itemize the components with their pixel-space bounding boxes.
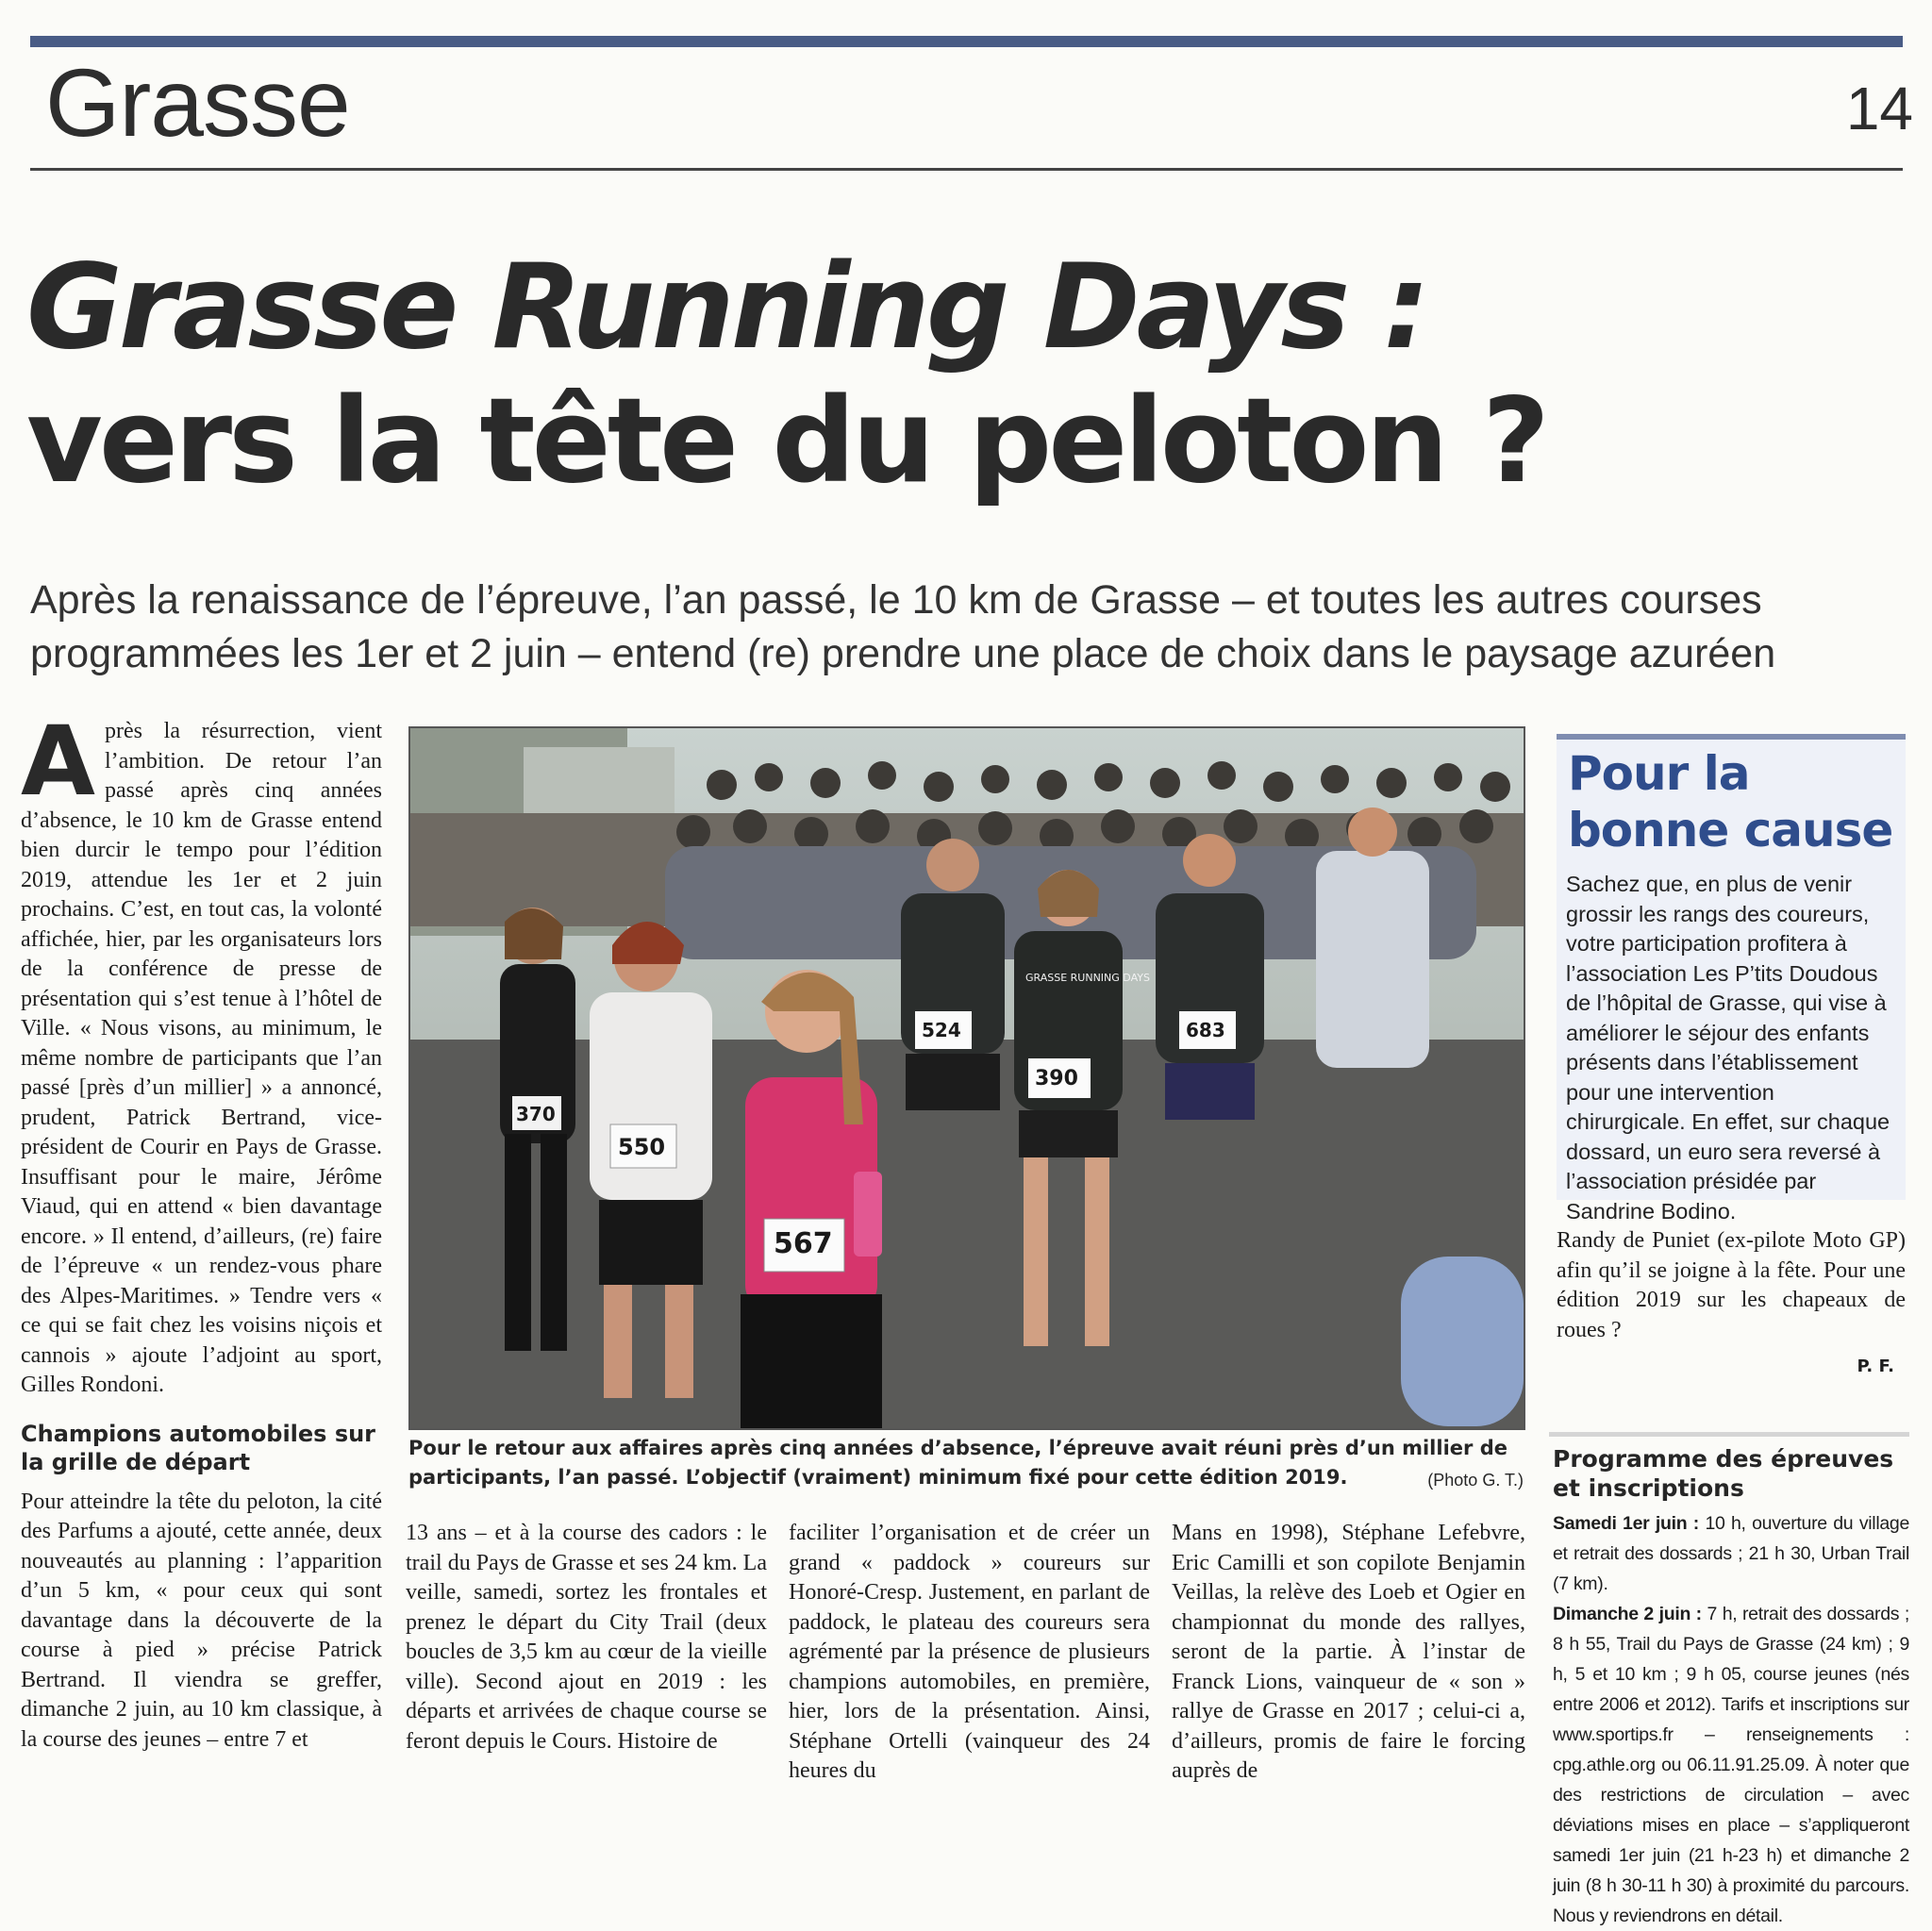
article-paragraph: 13 ans – et à la course des cadors : le trail du Pays de Grasse et ses 24 km. La veille, samedi, sortez les frontales et prenez le départ du City Trail (deux boucles de 3,5 km au cœur de la vieille ville). Second ajout en 2019 : les départs et arrivées de chaque course se feront depuis le Cours. Histoire de — [406, 1521, 767, 1754]
author-initials: P. F. — [1857, 1357, 1894, 1376]
page-number: 14 — [1845, 75, 1913, 142]
article-continuation — [1557, 1226, 1906, 1345]
sidebar-line: pour une intervention — [1566, 1079, 1774, 1105]
programme-body — [1553, 1508, 1909, 1931]
sidebar-line: l’association présidée par — [1566, 1169, 1817, 1193]
standfirst-line-2: programmées les 1er et 2 juin – entend (re) prendre une place de choix dans le paysage azuréen — [30, 631, 1776, 676]
race-photo — [408, 726, 1525, 1430]
article-paragraph: faciliter l’organisation et de créer un grand « paddock » coureurs sur Honoré-Cresp. Justement, en parlant de paddock, le plateau des coureurs sera agrémenté par la présence de plusieurs champions automobiles, en première, hier, lors de la présentation. Ainsi, Stéphane Ortelli (vainqueur des 24 heures du — [789, 1521, 1150, 1783]
article-paragraph: près la résurrection, vient l’ambition. De retour l’an passé après cinq années d’absence, le 10 km de Grasse entend bien durcir le tempo pour l’édition 2019, attendue les 1er et 2 juin prochains. C’est, en tout cas, la volonté affichée, hier, par les organisateurs lors de la conférence de presse de présentation qui s’est tenue à l’hôtel de Ville. « Nous visons, au minimum, le même nombre de participants que l’an passé [près d’un millier] » a annoncé, prudent, Patrick Bertrand, vice-président de Courir en Pays de Grasse. Insuffisant pour le maire, Jérôme Viaud, qui en attend « bien davantage encore. » Il entend, d’ailleurs, (re) faire de l’épreuve « un rendez-vous phare des Alpes-Maritimes. » Tendre vers « ce qui se fait chez les voisins niçois et cannois » ajoute l’adjoint au sport, Gilles Rondoni. — [21, 719, 382, 1397]
programme-box — [1549, 1432, 1909, 1931]
sidebar-line: chirurgicale. En effet, sur chaque — [1566, 1109, 1890, 1134]
programme-rule — [1549, 1432, 1909, 1437]
bib-number: 683 — [1186, 1019, 1225, 1041]
standfirst-line-1: Après la renaissance de l’épreuve, l’an passé, le 10 km de Grasse – et toutes les autres courses — [30, 577, 1762, 623]
drop-cap: A — [21, 706, 95, 818]
sidebar-line: de l’hôpital de Grasse, qui vise à — [1566, 990, 1887, 1015]
bib-number: 390 — [1035, 1067, 1078, 1090]
header-rule — [30, 168, 1903, 171]
bib-number: 550 — [618, 1134, 666, 1160]
masthead-bar — [30, 36, 1903, 47]
photo-caption — [408, 1434, 1524, 1495]
bib-number: 370 — [516, 1103, 556, 1125]
article-column-1 — [21, 706, 382, 1755]
article-paragraph: Randy de Puniet (ex-pilote Moto GP) afin qu’il se joigne à la fête. Pour une édition 2019 sur les chapeaux de roues ? — [1557, 1228, 1906, 1342]
sidebar-line: dossard, un euro sera reversé à — [1566, 1139, 1881, 1164]
sidebar-title — [1568, 745, 1892, 858]
sidebar-box — [1557, 740, 1906, 1224]
sidebar-line: votre participation profitera à — [1566, 931, 1847, 956]
article-paragraph: Mans en 1998), Stéphane Lefebvre, Eric Camilli et son copilote Benjamin Veillas, la relève des Loeb et Ogier en championnat du monde des rallyes, seront de la partie. À l’instar de Franck Lions, vainqueur de « son » rallye de Grasse en 2017 ; celui-ci a, d’ailleurs, promis de faire le forcing auprès de — [1172, 1521, 1525, 1783]
programme-day-label: Samedi 1er juin : — [1553, 1513, 1699, 1534]
sidebar-title-line-1: Pour la — [1568, 746, 1750, 801]
photo-credit: (Photo G. T.) — [1427, 1471, 1524, 1490]
sidebar-line: présents dans l’établissement — [1566, 1050, 1858, 1074]
subheading: Champions automobiles sur la grille de départ — [21, 1420, 376, 1475]
section-title: Grasse — [45, 49, 350, 157]
sidebar-line: améliorer le séjour des enfants — [1566, 1020, 1870, 1045]
programme-title: Programme des épreuves et inscriptions — [1553, 1445, 1894, 1502]
article-column-2 — [406, 1519, 767, 1756]
standfirst — [30, 574, 1907, 681]
sidebar-line: grossir les rangs des coureurs, — [1566, 901, 1870, 926]
headline-line-1: Grasse Running Days : — [26, 240, 1426, 375]
programme-day-text: 10 h, ouverture du village et retrait des dossards ; 21 h 30, Urban Trail (7 km). — [1553, 1513, 1909, 1594]
sidebar-title-line-2: bonne cause — [1568, 803, 1893, 857]
caption-text: Pour le retour aux affaires après cinq années d’absence, l’épreuve avait réuni près d’un millier de participants, l’an passé. L’objectif (vraiment) minimum fixé pour cette édition 2019. — [408, 1437, 1507, 1489]
sidebar-line: l’association Les P’tits Doudous — [1566, 960, 1878, 986]
headline — [26, 241, 1904, 508]
bib-number: 524 — [922, 1019, 961, 1041]
sidebar-line: Sandrine Bodino. — [1566, 1198, 1737, 1224]
sidebar-body — [1566, 870, 1901, 1226]
programme-day-text: 7 h, retrait des dossards ; 8 h 55, Trail du Pays de Grasse (24 km) ; 9 h, 5 et 10 km ; 9 h 05, course jeunes (nés entre 2006 et 2012). Tarifs et inscriptions sur www.sportips.fr – renseignements : cpg.athle.org ou 06.11.91.25.09. À noter que des restrictions de circulation – avec déviations mises en place – s’appliqueront samedi 1er juin (21 h-23 h) et dimanche 2 juin (8 h 30-11 h 30) à proximité du parcours. Nous y reviendrons en détail. — [1553, 1604, 1909, 1926]
race-photo-illustration — [410, 728, 1524, 1428]
headline-line-2: vers la tête du peloton ? — [26, 374, 1546, 509]
article-paragraph: Pour atteindre la tête du peloton, la cité des Parfums a ajouté, cette année, deux nouveautés au planning : l’apparition d’un 5 km, « pour ceux qui sont davantage dans la découverte de la course à pied » précise Patrick Bertrand. Il viendra se greffer, dimanche 2 juin, au 10 km classique, à la course des jeunes – entre 7 et — [21, 1489, 382, 1752]
bib-number: 567 — [774, 1227, 833, 1260]
programme-day-label: Dimanche 2 juin : — [1553, 1604, 1702, 1624]
shirt-lettering: GRASSE RUNNING DAYS — [1025, 972, 1150, 984]
article-column-4 — [1172, 1519, 1525, 1787]
article-column-3 — [789, 1519, 1150, 1787]
sidebar-line: Sachez que, en plus de venir — [1566, 872, 1853, 896]
